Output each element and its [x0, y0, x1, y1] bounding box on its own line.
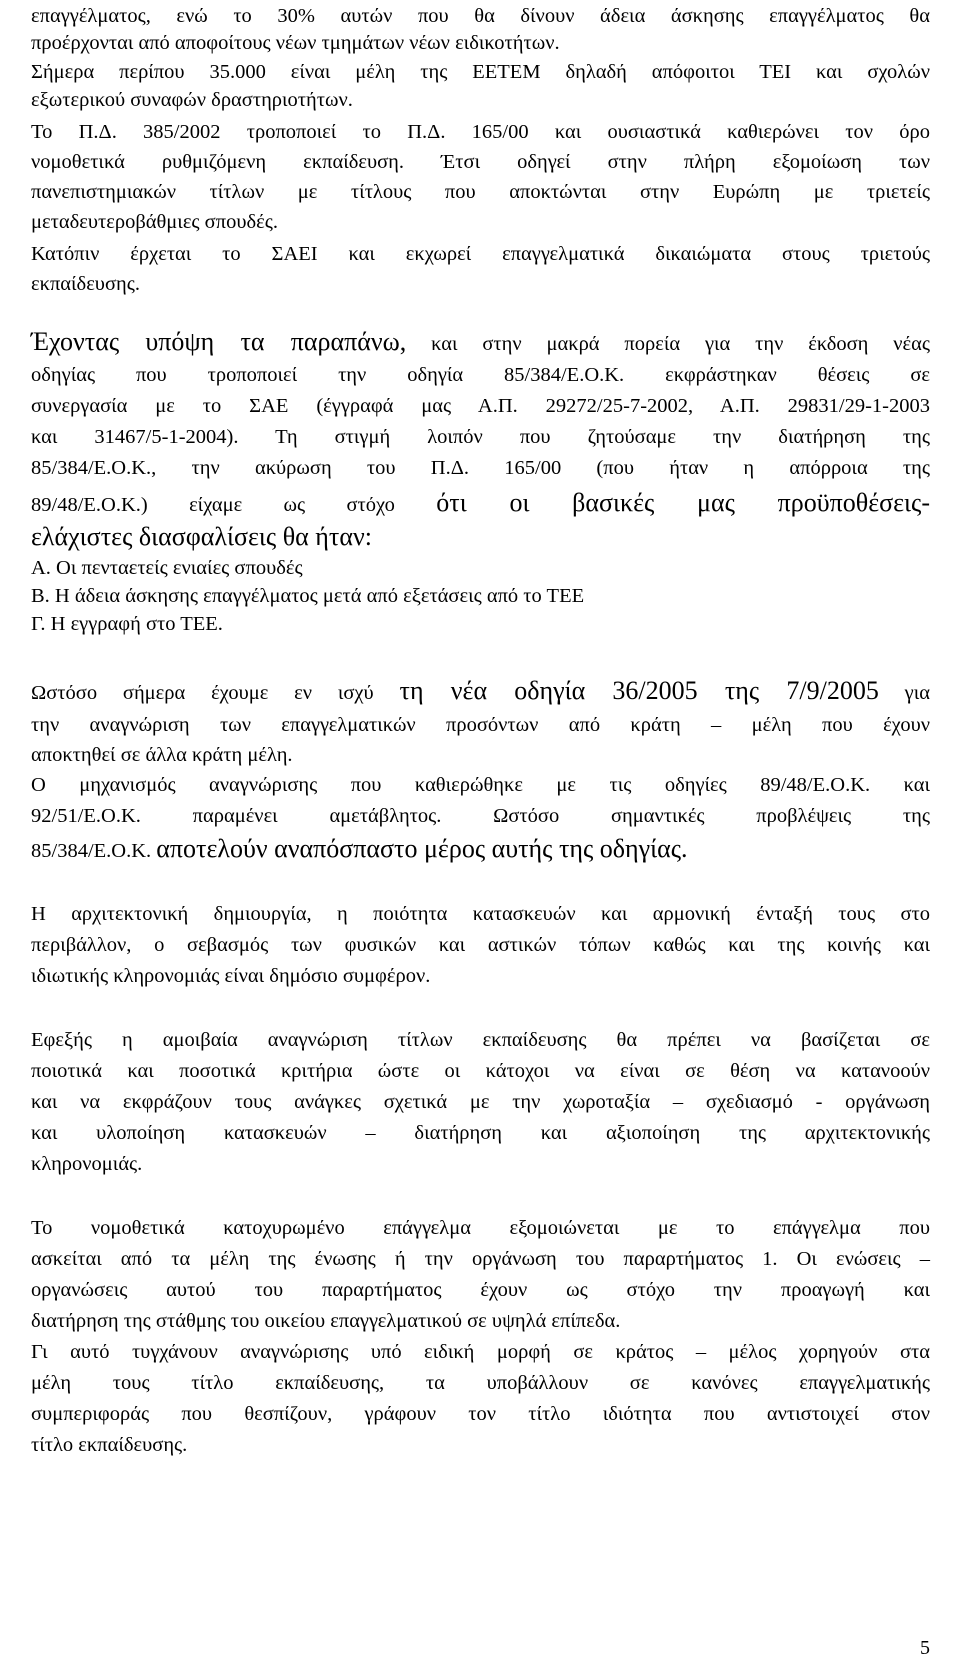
text-span: 89/48/Ε.Ο.Κ.) είχαμε ως στόχο — [31, 494, 437, 516]
page-number: 5 — [920, 1637, 930, 1659]
text-line: εκπαίδευσης. — [31, 273, 140, 295]
text-span: Ωστόσο σήμερα έχουμε εν ισχύ — [31, 682, 400, 704]
text-line: Το Π.Δ. 385/2002 τροποποιεί το Π.Δ. 165/00 και ουσιαστικά καθιερώνει τον όρο — [31, 121, 930, 143]
text-line — [31, 487, 930, 519]
text-line: εξωτερικού συναφών δραστηριοτήτων. — [31, 89, 353, 111]
text-line: ασκείται από τα μέλη της ένωσης ή την οργάνωση του παραρτήματος 1. Οι ενώσεις – — [31, 1248, 930, 1270]
text-line: νομοθετικά ρυθμιζόμενη εκπαίδευση. Έτσι οδηγεί στην πλήρη εξομοίωση των — [31, 151, 930, 173]
emphasis-text: τη νέα οδηγία 36/2005 της 7/9/2005 — [399, 676, 879, 705]
text-line: ποιοτικά και ποσοτικά κριτήρια ώστε οι κάτοχοι να είναι σε θέση να κατανοούν — [31, 1060, 930, 1082]
text-line: προέρχονται από αποφοίτους νέων τμημάτων νέων ειδικοτήτων. — [31, 32, 560, 54]
text-line: επαγγέλματος, ενώ το 30% αυτών που θα δίνουν άδεια άσκησης επαγγέλματος θα — [31, 5, 930, 27]
text-line: Ο μηχανισμός αναγνώρισης που καθιερώθηκε με τις οδηγίες 89/48/Ε.Ο.Κ. και — [31, 774, 930, 796]
text-line — [31, 675, 930, 707]
text-line: πανεπιστημιακών τίτλων με τίτλους που αποκτώνται στην Ευρώπη με τριετείς — [31, 181, 930, 203]
text-line — [31, 326, 930, 358]
text-line: κληρονομιάς. — [31, 1153, 143, 1175]
text-line: 85/384/Ε.Ο.Κ., την ακύρωση του Π.Δ. 165/00 (που ήταν η απόρροια της — [31, 457, 930, 479]
text-line: Το νομοθετικά κατοχυρωμένο επάγγελμα εξομοιώνεται με το επάγγελμα που — [31, 1217, 930, 1239]
text-line: ελάχιστες διασφαλίσεις θα ήταν: — [31, 522, 372, 551]
text-line: Γι αυτό τυγχάνουν αναγνώρισης υπό ειδική μορφή σε κράτος – μέλος χορηγούν στα — [31, 1341, 930, 1363]
emphasis-text: ότι οι βασικές μας προϋποθέσεις- — [436, 488, 930, 517]
text-line: Κατόπιν έρχεται το ΣΑΕΙ και εκχωρεί επαγγελματικά δικαιώματα στους τριετούς — [31, 243, 930, 265]
text-span: 85/384/Ε.Ο.Κ. — [31, 840, 157, 862]
text-line: 92/51/Ε.Ο.Κ. παραμένει αμετάβλητος. Ωστόσο σημαντικές προβλέψεις της — [31, 805, 930, 827]
text-line: Η αρχιτεκτονική δημιουργία, η ποιότητα κατασκευών και αρμονική ένταξή τους στο — [31, 903, 930, 925]
text-line — [31, 833, 930, 865]
document-page — [31, 0, 930, 1678]
emphasis-text: αποτελούν αναπόσπαστο μέρος αυτής της οδηγίας. — [156, 834, 688, 863]
text-line: ιδιωτικής κληρονομιάς είναι δημόσιο συμφέρον. — [31, 965, 431, 987]
text-line: συμπεριφοράς που θεσπίζουν, γράφουν τον τίτλο ιδιότητα που αντιστοιχεί στον — [31, 1403, 930, 1425]
list-item: Γ. Η εγγραφή στο ΤΕΕ. — [31, 613, 223, 635]
text-line: και υλοποίηση κατασκευών – διατήρηση και αξιοποίηση της αρχιτεκτονικής — [31, 1122, 930, 1144]
text-line: μέλη τους τίτλο εκπαίδευσης, τα υποβάλλουν σε κανόνες επαγγελματικής — [31, 1372, 930, 1394]
text-line: μεταδευτεροβάθμιες σπουδές. — [31, 211, 278, 233]
text-line: τίτλο εκπαίδευσης. — [31, 1434, 188, 1456]
text-line: Σήμερα περίπου 35.000 είναι μέλη της ΕΕΤΕΜ δηλαδή απόφοιτοι ΤΕΙ και σχολών — [31, 61, 930, 83]
text-line: συνεργασία με το ΣΑΕ (έγγραφά μας Α.Π. 29272/25-7-2002, Α.Π. 29831/29-1-2003 — [31, 395, 930, 417]
text-line: αποκτηθεί σε άλλα κράτη μέλη. — [31, 744, 293, 766]
emphasis-text: Έχοντας υπόψη τα παραπάνω, — [31, 327, 407, 356]
text-line: Εφεξής η αμοιβαία αναγνώριση τίτλων εκπαίδευσης θα πρέπει να βασίζεται σε — [31, 1029, 930, 1051]
list-item: Α. Οι πενταετείς ενιαίες σπουδές — [31, 557, 303, 579]
text-line: περιβάλλον, ο σεβασμός των φυσικών και αστικών τόπων καθώς και της κοινής και — [31, 934, 930, 956]
text-line: και 31467/5-1-2004). Τη στιγμή λοιπόν που ζητούσαμε την διατήρηση της — [31, 426, 930, 448]
text-line: διατήρηση της στάθμης του οικείου επαγγελματικού σε υψηλά επίπεδα. — [31, 1310, 621, 1332]
text-line: οργανώσεις αυτού του παραρτήματος έχουν ως στόχο την προαγωγή και — [31, 1279, 930, 1301]
text-span: για — [878, 682, 930, 704]
text-line: και να εκφράζουν τους ανάγκες σχετικά με την χωροταξία – σχεδιασμό - οργάνωση — [31, 1091, 930, 1113]
list-item: Β. Η άδεια άσκησης επαγγέλματος μετά από εξετάσεις από το ΤΕΕ — [31, 585, 585, 607]
text-line: την αναγνώριση των επαγγελματικών προσόντων από κράτη – μέλη που έχουν — [31, 714, 930, 736]
text-line: οδηγίας που τροποποιεί την οδηγία 85/384/Ε.Ο.Κ. εκφράστηκαν θέσεις σε — [31, 364, 930, 386]
text-span: και στην μακρά πορεία για την έκδοση νέας — [406, 333, 930, 355]
